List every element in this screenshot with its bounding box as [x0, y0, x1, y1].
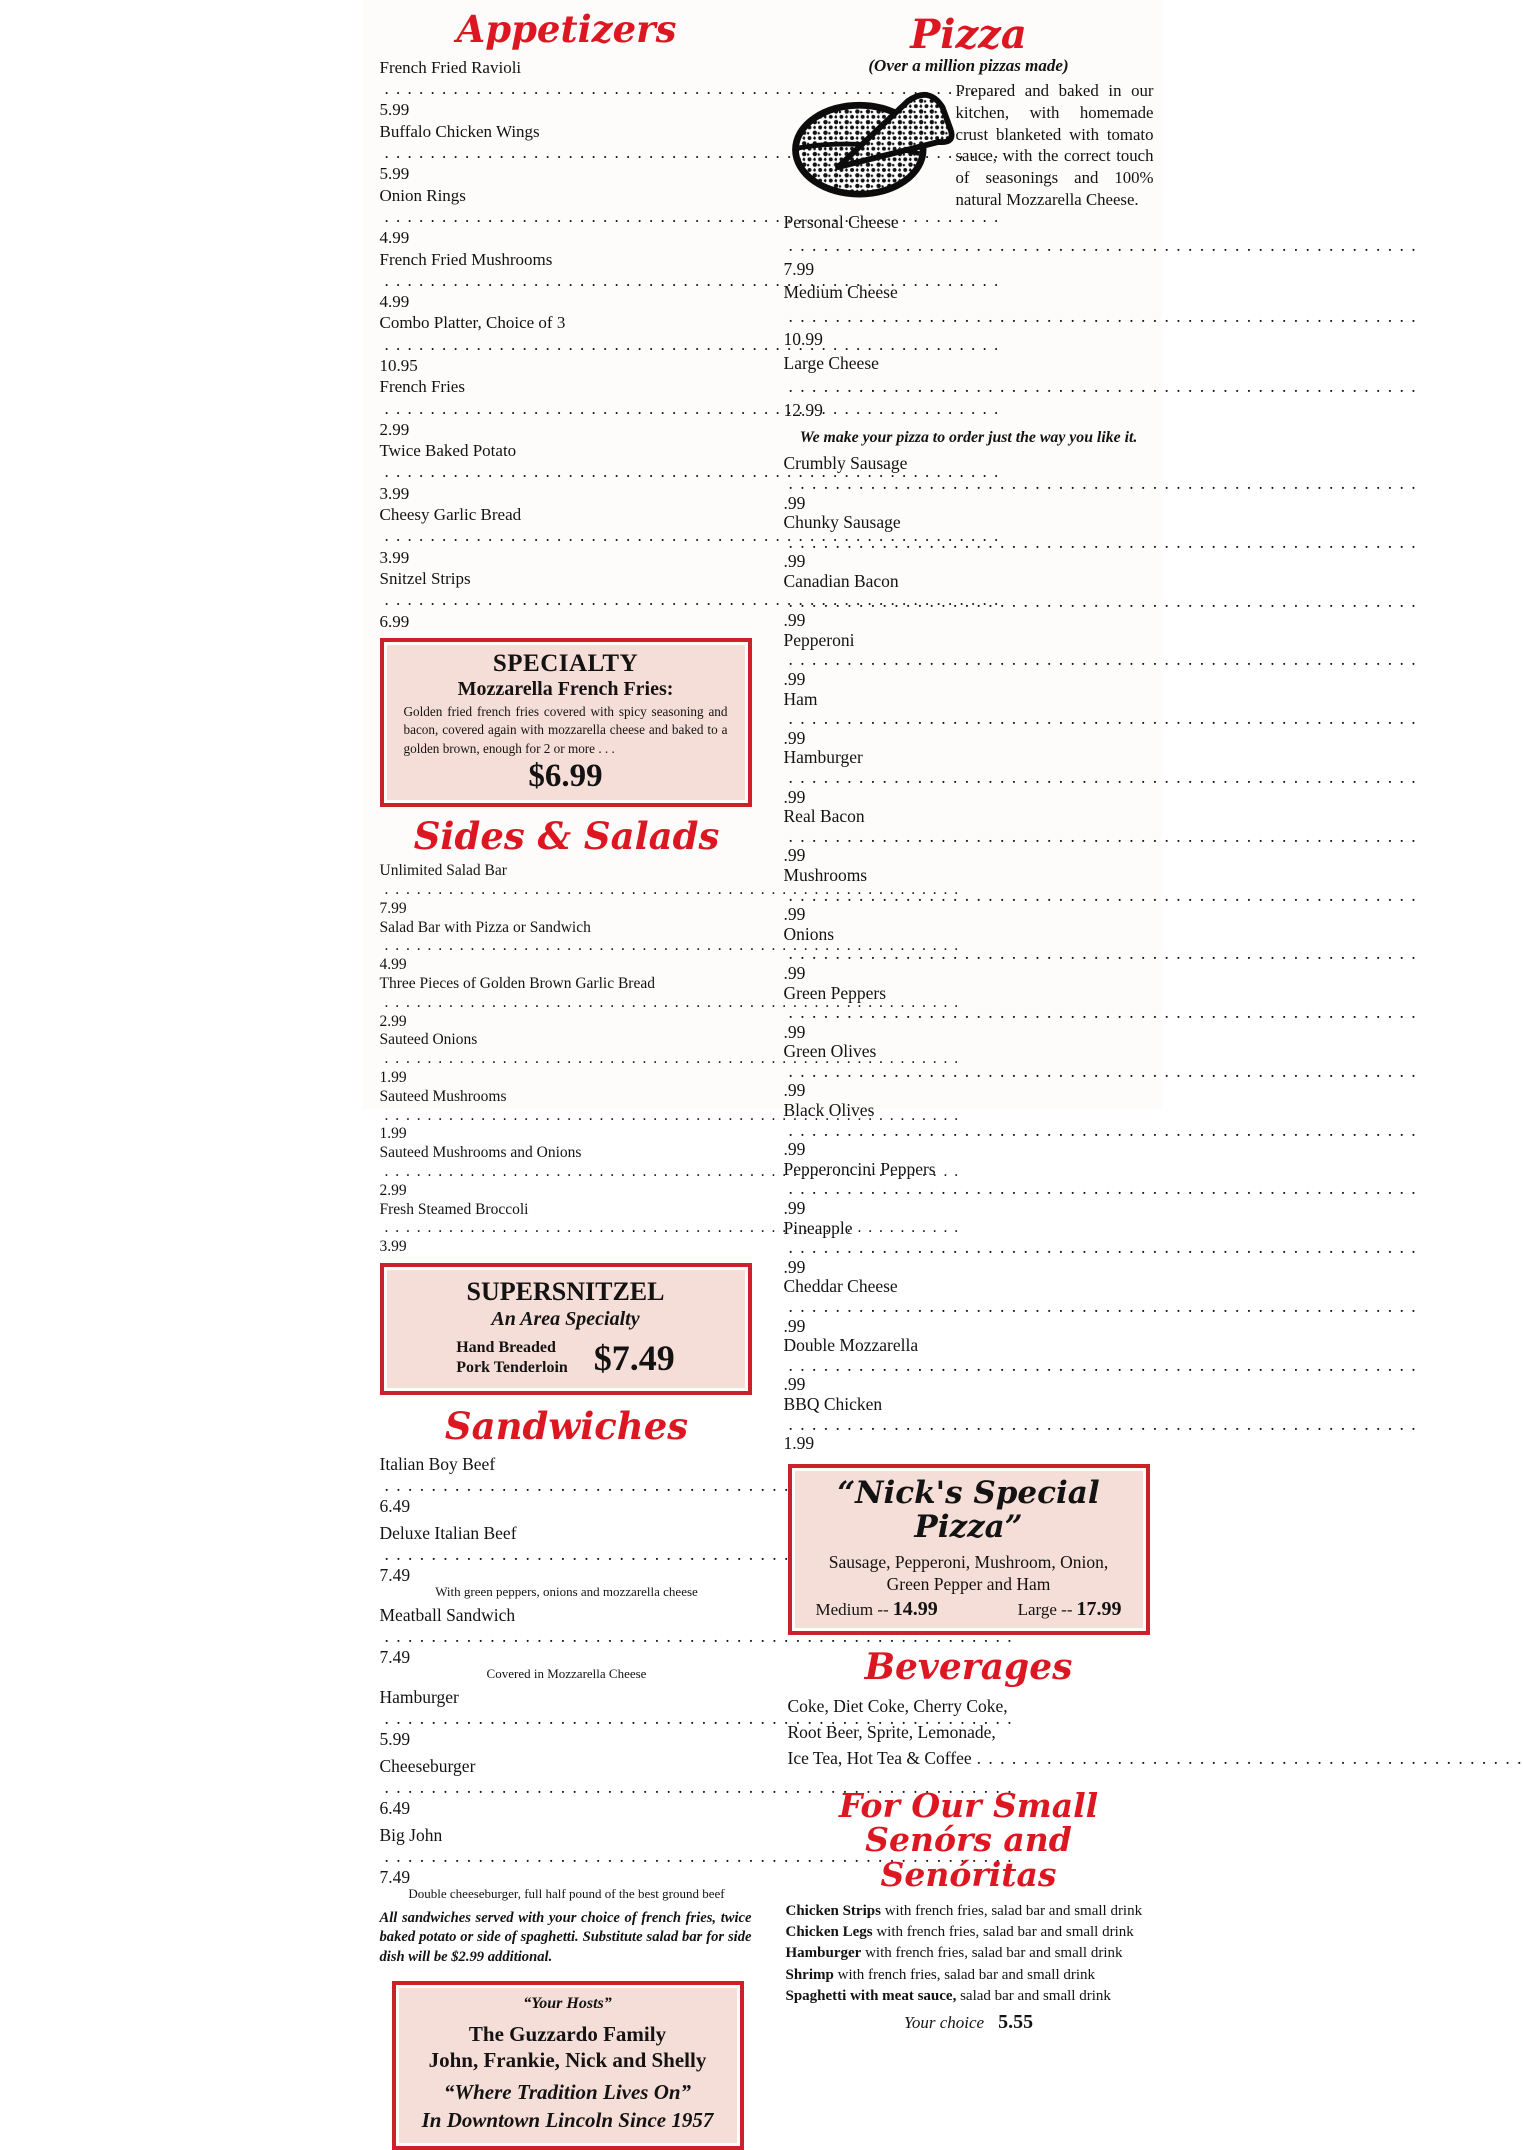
kids-item-desc: with french fries, salad bar and small drink [872, 1924, 1134, 1940]
menu-item-row [784, 631, 1150, 690]
menu-item-row [380, 1454, 754, 1517]
menu-item-row [380, 1201, 754, 1257]
item-price: .99 [783, 845, 806, 866]
beverages-line1: Coke, Diet Coke, Cherry Coke, [787, 1696, 1008, 1717]
kids-item [786, 1943, 1154, 1964]
item-price: .99 [783, 551, 806, 572]
item-price: 6.49 [379, 1495, 411, 1516]
nicks-medium [816, 1598, 938, 1621]
beverages-line3: Ice Tea, Hot Tea & Coffee [787, 1748, 972, 1769]
item-name: Sauteed Mushrooms [379, 1087, 507, 1105]
nicks-desc-line1: Sausage, Pepperoni, Mushroom, Onion, [828, 1551, 1109, 1572]
leader-dots [789, 305, 1417, 329]
menu-item-row [784, 281, 1150, 352]
kids-item-name: Hamburger [785, 1945, 862, 1962]
menu-item-row [380, 249, 754, 313]
item-name: French Fried Ravioli [379, 57, 522, 77]
item-name: Real Bacon [783, 806, 865, 827]
hosts-family: The Guzzardo Family [468, 2021, 667, 2046]
specialty-price: $6.99 [528, 758, 603, 795]
item-name: Italian Boy Beef [379, 1453, 496, 1474]
item-price: 7.49 [379, 1564, 411, 1585]
item-name: Buffalo Chicken Wings [379, 121, 540, 141]
item-price: 7.49 [379, 1646, 411, 1667]
leader-dots [789, 1297, 1417, 1317]
leader-dots [789, 650, 1417, 670]
menu-item-row [784, 1395, 1150, 1454]
nicks-title: “Nick's Special Pizza” [837, 1474, 1100, 1545]
item-name: Hamburger [783, 747, 863, 768]
item-name: Snitzel Strips [379, 568, 471, 588]
menu-item-row [784, 1160, 1150, 1219]
item-name: Crumbly Sausage [783, 453, 908, 474]
menu-item-row [380, 975, 754, 1031]
pizza-heading: Pizza [910, 11, 1027, 58]
menu-item-row [380, 1088, 754, 1144]
hosts-quote: “Your Hosts” [523, 1994, 612, 2012]
leader-dots [789, 1003, 1417, 1023]
leader-dots [789, 886, 1417, 906]
item-name: Salad Bar with Pizza or Sandwich [379, 918, 591, 936]
item-price: 10.99 [783, 329, 823, 350]
right-column [764, 0, 1162, 2034]
item-name: Ham [783, 688, 818, 709]
item-name: French Fried Mushrooms [379, 249, 553, 269]
kids-item-desc: with french fries, salad bar and small drink [861, 1945, 1123, 1962]
menu-item-row [784, 866, 1150, 925]
specialty-description: Golden fried french fries covered with spicy seasoning and bacon, covered again with mozzarella cheese and baked to a golden brown, enough for 2 or more . . . [403, 703, 728, 756]
kids-heading [784, 1785, 1154, 1895]
item-price: 7.99 [783, 258, 815, 279]
item-price: 3.99 [379, 547, 410, 567]
leader-dots [789, 1415, 1417, 1435]
item-name: Cheeseburger [379, 1755, 476, 1776]
menu-item-row [380, 1825, 754, 1901]
item-name: Green Olives [783, 1041, 877, 1062]
item-price: .99 [783, 1080, 806, 1101]
supersnitzel-box [380, 1263, 752, 1395]
menu-item-row [380, 1756, 754, 1819]
item-price: .99 [783, 1256, 806, 1277]
nicks-medium-price: 14.99 [892, 1597, 938, 1620]
item-price: 1.99 [783, 1433, 815, 1454]
nicks-large-label: Large -- [1017, 1599, 1073, 1619]
leader-dots [789, 1238, 1417, 1258]
item-price: .99 [783, 492, 806, 513]
supersnitzel-item [456, 1338, 568, 1378]
item-name: Large Cheese [783, 352, 879, 373]
item-price: 2.99 [379, 419, 410, 439]
hosts-names: John, Frankie, Nick and Shelly [428, 2048, 707, 2073]
sandwiches-list [380, 1454, 754, 1901]
menu-item-row [784, 352, 1150, 423]
leader-dots [789, 592, 1417, 612]
appetizers-list [380, 57, 754, 632]
kids-item-name: Chicken Strips [785, 1902, 881, 1919]
pizza-tagline: (Over a million pizzas made) [868, 56, 1069, 75]
item-name: Canadian Bacon [783, 571, 899, 592]
menu-item-row [784, 748, 1150, 807]
menu-item-row [380, 440, 754, 504]
item-price: 5.99 [379, 100, 410, 120]
item-price: .99 [783, 1021, 806, 1042]
leader-dots [789, 768, 1417, 788]
item-price: 5.99 [379, 164, 410, 184]
item-price: .99 [783, 610, 806, 631]
item-note: With green peppers, onions and mozzarella cheese [435, 1583, 698, 1599]
kids-item-name: Spaghetti with meat sauce, [785, 1987, 957, 2004]
kids-list [784, 1899, 1154, 2007]
item-price: .99 [783, 1315, 806, 1336]
menu-item-row [784, 454, 1150, 513]
left-column [362, 0, 764, 2150]
supersnitzel-title: SUPERSNITZEL [466, 1276, 665, 1306]
item-name: Personal Cheese [783, 211, 899, 232]
item-price: 3.99 [379, 1238, 407, 1256]
menu-item-row [380, 312, 754, 376]
leader-dots [789, 1179, 1417, 1199]
item-price: .99 [783, 1139, 806, 1160]
item-price: .99 [783, 904, 806, 925]
hosts-motto: “Where Tradition Lives On” [443, 2080, 692, 2105]
item-note: Double cheeseburger, full half pound of the best ground beef [408, 1885, 725, 1901]
item-price: 1.99 [379, 1125, 407, 1143]
item-name: BBQ Chicken [783, 1393, 883, 1414]
item-price: 4.99 [379, 292, 410, 312]
pizza-description: Prepared and baked in our kitchen, with homemade crust blanketed with tomato sauce, with the correct touch of seasonings and 100% natural Mozzarella Cheese. [955, 81, 1154, 210]
specialty-subtitle: Mozzarella French Fries: [457, 677, 674, 700]
menu-item-row [784, 690, 1150, 749]
menu-item-row [784, 807, 1150, 866]
sandwiches-footnote: All sandwiches served with your choice of french fries, twice baked potato or side of spaghetti. Substitute salad bar for side dish will be $2.99 additional. [379, 1909, 752, 1965]
kids-item-name: Shrimp [785, 1966, 834, 1983]
pizza-intro [784, 78, 1154, 211]
item-price: 4.99 [379, 956, 407, 974]
item-price: .99 [783, 1198, 806, 1219]
menu-item-row [380, 1687, 754, 1750]
kids-item [786, 1986, 1154, 2007]
kids-item [786, 1922, 1154, 1943]
leader-dots [789, 533, 1417, 553]
item-name: French Fries [379, 377, 465, 397]
item-price: 3.99 [379, 483, 410, 503]
menu-item-row [784, 1277, 1150, 1336]
menu-item-row [380, 568, 754, 632]
beverages-line2: Root Beer, Sprite, Lemonade, [787, 1721, 996, 1742]
item-price: 7.99 [379, 899, 407, 917]
appetizers-heading: Appetizers [456, 7, 677, 51]
item-price: 6.49 [379, 1797, 411, 1818]
pizza-illustration [784, 82, 952, 198]
supersnitzel-price: $7.49 [593, 1337, 675, 1378]
menu-item-row [380, 376, 754, 440]
item-name: Fresh Steamed Broccoli [379, 1200, 529, 1218]
item-name: Sauteed Onions [379, 1031, 478, 1049]
menu-item-row [784, 1042, 1150, 1101]
supersnitzel-item-row [398, 1337, 734, 1379]
item-price: 2.99 [379, 1012, 407, 1030]
item-note: Covered in Mozzarella Cheese [486, 1665, 647, 1681]
menu-item-row [784, 211, 1150, 282]
item-price: 1.99 [379, 1068, 407, 1086]
menu-item-row [380, 57, 754, 121]
menu-item-row [784, 513, 1150, 572]
item-name: Black Olives [783, 1100, 875, 1121]
item-name: Cheddar Cheese [783, 1276, 898, 1297]
item-price: 10.95 [379, 356, 418, 375]
beverages-line3-row [788, 1745, 1150, 1773]
leader-dots [789, 1356, 1417, 1376]
kids-item-desc: salad bar and small drink [956, 1987, 1111, 2004]
menu-item-row [380, 1144, 754, 1200]
kids-item [786, 1901, 1154, 1922]
nicks-medium-label: Medium -- [815, 1599, 889, 1619]
kids-choice-price: 5.55 [998, 2011, 1034, 2034]
leader-dots [789, 709, 1417, 729]
kids-item-desc: with french fries, salad bar and small drink [833, 1966, 1096, 1983]
item-name: Mushrooms [783, 864, 868, 885]
menu-item-row [784, 984, 1150, 1043]
item-price: 7.49 [379, 1866, 411, 1887]
menu-item-row [380, 121, 754, 185]
item-name: Pepperoni [783, 629, 855, 650]
item-name: Medium Cheese [783, 282, 898, 303]
item-price: 2.99 [379, 1181, 407, 1199]
leader-dots [789, 944, 1417, 964]
hosts-since: In Downtown Lincoln Since 1957 [421, 2107, 714, 2132]
kids-item-desc: with french fries, salad bar and small drink [880, 1902, 1143, 1919]
item-name: Double Mozzarella [783, 1335, 919, 1356]
item-name: Big John [379, 1824, 443, 1845]
menu-item-row [380, 1605, 754, 1681]
item-price: 6.99 [379, 611, 410, 631]
sides-list [380, 862, 754, 1257]
supersnitzel-item-line2: Pork Tenderloin [456, 1358, 568, 1376]
menu-page [362, 0, 1162, 2132]
item-name: Green Peppers [783, 982, 887, 1003]
item-price: 4.99 [379, 228, 410, 248]
item-name: Pineapple [783, 1217, 853, 1238]
item-price: .99 [783, 962, 806, 983]
item-name: Deluxe Italian Beef [379, 1522, 517, 1543]
item-name: Meatball Sandwich [379, 1604, 516, 1625]
item-name: Onion Rings [379, 185, 466, 205]
item-name: Combo Platter, Choice of 3 [379, 313, 566, 333]
item-name: Cheesy Garlic Bread [379, 505, 522, 525]
menu-item-row [380, 185, 754, 249]
leader-dots [789, 234, 1417, 258]
menu-item-row [784, 1219, 1150, 1278]
supersnitzel-subtitle: An Area Specialty [491, 1307, 640, 1330]
hosts-box [392, 1981, 744, 2150]
sandwiches-heading: Sandwiches [444, 1403, 689, 1448]
nicks-large [1018, 1598, 1122, 1621]
menu-item-row [784, 1101, 1150, 1160]
menu-item-row [380, 1031, 754, 1087]
leader-dots [789, 474, 1417, 494]
specialty-title: SPECIALTY [492, 649, 639, 677]
leader-dots [789, 375, 1417, 399]
menu-item-row [784, 572, 1150, 631]
leader-dots [789, 827, 1417, 847]
item-price: .99 [783, 1374, 806, 1395]
sides-heading: Sides & Salads [413, 814, 720, 859]
kids-choice-row [784, 2011, 1154, 2034]
leader-dots [977, 1746, 1523, 1771]
menu-item-row [380, 919, 754, 975]
nicks-special-box [788, 1464, 1150, 1635]
leader-dots [789, 1062, 1417, 1082]
kids-item-name: Chicken Legs [785, 1924, 873, 1940]
supersnitzel-item-line1: Hand Breaded [456, 1338, 556, 1356]
item-name: Hamburger [379, 1686, 459, 1707]
kids-heading-line2: Senórs and Senóritas [865, 1820, 1072, 1895]
nicks-sizes-row [802, 1596, 1136, 1621]
item-name: Unlimited Salad Bar [379, 862, 507, 880]
item-price: .99 [783, 669, 806, 689]
item-price: .99 [783, 727, 806, 748]
nicks-large-price: 17.99 [1076, 1597, 1122, 1620]
item-name: Pepperoncini Peppers [783, 1158, 936, 1179]
item-name: Onions [783, 923, 835, 944]
item-price: 12.99 [783, 399, 823, 420]
kids-choice-label: Your choice [903, 2013, 985, 2033]
specialty-box [380, 638, 752, 807]
kids-item [786, 1965, 1154, 1986]
leader-dots [789, 1121, 1417, 1141]
pizza-order-note: We make your pizza to order just the way you like it. [799, 429, 1138, 447]
beverages-list [784, 1694, 1154, 1772]
kids-heading-line1: For Our Small [838, 1785, 1099, 1825]
menu-item-row [380, 1523, 754, 1599]
beverages-heading: Beverages [864, 1645, 1073, 1688]
item-price: 5.99 [379, 1728, 411, 1749]
item-price: .99 [783, 786, 806, 807]
nicks-desc-line2: Green Pepper and Ham [886, 1573, 1051, 1594]
item-name: Three Pieces of Golden Brown Garlic Bread [379, 974, 655, 992]
menu-item-row [380, 504, 754, 568]
item-name: Twice Baked Potato [379, 441, 517, 461]
menu-item-row [784, 1336, 1150, 1395]
item-name: Chunky Sausage [783, 512, 901, 533]
menu-item-row [380, 862, 754, 918]
menu-item-row [784, 925, 1150, 984]
item-name: Sauteed Mushrooms and Onions [379, 1144, 582, 1162]
pizza-sizes-list [784, 211, 1154, 423]
pizza-toppings-list [784, 454, 1154, 1453]
